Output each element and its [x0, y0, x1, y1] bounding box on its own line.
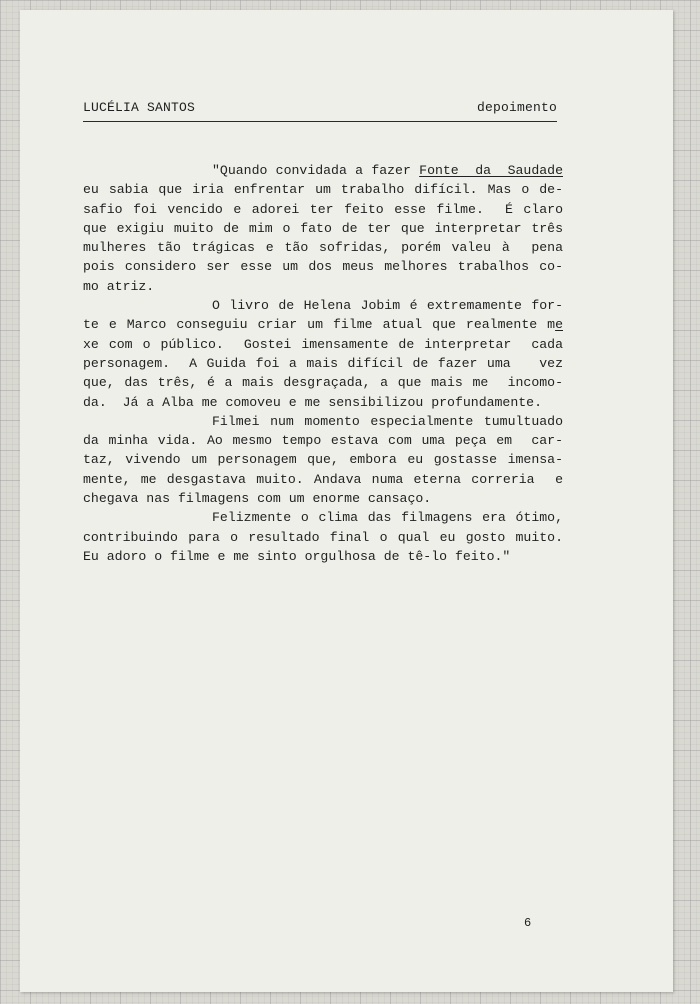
text-line: safio foi vencido e adorei ter feito esse filme. É claro: [83, 201, 563, 217]
text-line: Filmei num momento especialmente tumultuado: [212, 413, 563, 429]
text-line: [83, 315, 563, 334]
author-name: LUCÉLIA SANTOS: [83, 100, 196, 115]
page-number: 6: [524, 916, 532, 930]
document-label: depoimento: [476, 100, 557, 115]
text-line: mo atriz.: [83, 278, 155, 294]
text-line: mulheres tão trágicas e tão sofridas, porém valeu à pena: [83, 240, 563, 256]
text-line: que exigiu muito de mim o fato de ter que interpretar três: [83, 220, 563, 236]
text-line: chegava nas filmagens com um enorme cansaço.: [83, 491, 432, 507]
film-title: Fonte da Saudade: [419, 163, 563, 178]
text-line: personagem. A Guida foi a mais difícil de fazer uma vez: [83, 355, 563, 371]
underlined-letter: e: [555, 317, 563, 333]
testimony-text: [83, 161, 563, 566]
text-line: da minha vida. Ao mesmo tempo estava com uma peça em car-: [83, 433, 563, 449]
text-line: contribuindo para o resultado final o qual eu gosto muito.: [83, 529, 563, 545]
text-line: mente, me desgastava muito. Andava numa eterna correria e: [83, 471, 563, 487]
page-header: [83, 99, 557, 122]
text-line: Felizmente o clima das filmagens era ótimo,: [212, 510, 563, 526]
text-line: Eu adoro o filme e me sinto orgulhosa de tê-lo feito.": [83, 548, 511, 564]
quote-opening: "Quando convidada a fazer: [212, 163, 420, 178]
text-line: O livro de Helena Jobim é extremamente for-: [212, 298, 563, 314]
text-line: da. Já a Alba me comoveu e me sensibilizou profundamente.: [83, 394, 542, 410]
text-line: xe com o público. Gostei imensamente de interpretar cada: [83, 336, 563, 352]
text-line: que, das três, é a mais desgraçada, a que mais me incomo-: [83, 375, 563, 391]
text-line: pois considero ser esse um dos meus melhores trabalhos co-: [83, 259, 563, 275]
text-line: eu sabia que iria enfrentar um trabalho difícil. Mas o de-: [83, 182, 563, 198]
text-line: [83, 161, 563, 180]
text-segment: te e Marco conseguiu criar um filme atual que realmente m: [83, 317, 556, 333]
text-line: taz, vivendo um personagem que, embora eu gostasse imensa-: [83, 452, 563, 468]
